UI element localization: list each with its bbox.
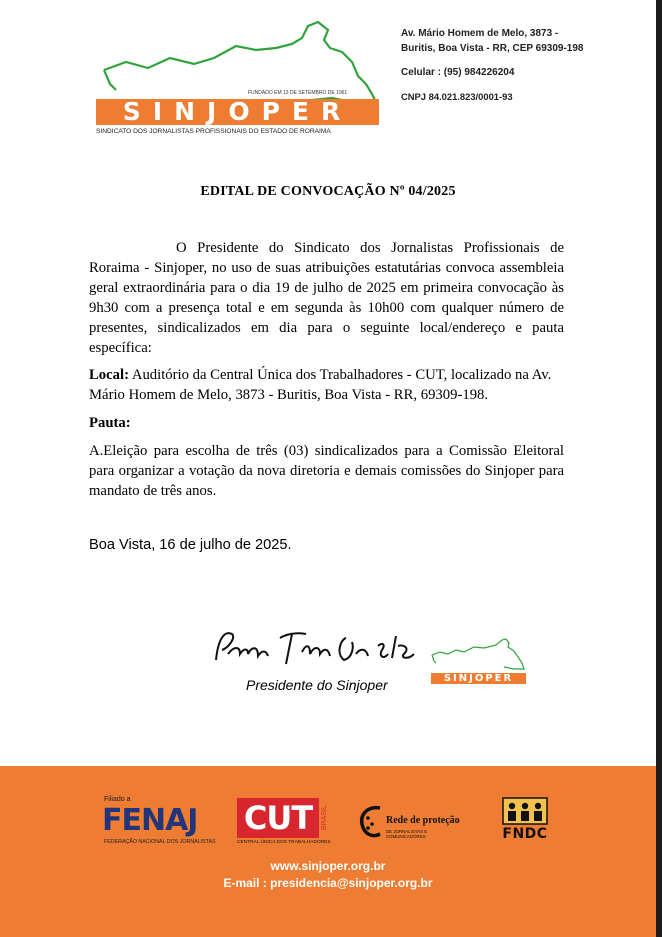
founded-date: FUNDADO EM 13 DE SETEMBRO DE 1961 [248,90,348,96]
footer-band [0,766,656,937]
local-text: Auditório da Central Única dos Trabalhadores - CUT, localizado na Av. Mário Homem de Melo, 3873 - Buritis, Boa Vista - RR, 69309-198. [89,367,552,403]
pauta-label: Pauta: [89,415,131,431]
pauta-item-marker: A. [89,443,104,459]
fenaj-logo: FENAJ [102,803,198,838]
local-label: Local: [89,367,129,383]
fndc-logo-text: FNDC [502,826,548,842]
fenaj-filiado-label: Filiado a [104,796,131,803]
rede-protecao-icon [358,800,384,842]
page-title: EDITAL DE CONVOCAÇÃO Nº 04/2025 [200,184,456,199]
brand-subtitle: SINDICATO DOS JORNALISTAS PROFISSIONAIS DO ESTADO DE RORAIMA [96,128,331,135]
cut-subtitle: CENTRAL ÚNICA DOS TRABALHADORES [237,840,331,845]
email-link[interactable]: E-mail : presidencia@sinjoper.org.br [223,876,433,890]
fenaj-subtitle: FEDERAÇÃO NACIONAL DOS JORNALISTAS [104,839,216,845]
pauta-item-text: Eleição para escolha de três (03) sindicalizados para a Comissão Eleitoral para organizar a votação da nova diretoria e demais comissões do Sinjoper para mandato de três anos. [89,443,564,499]
address-line-2: Buritis, Boa Vista - RR, CEP 69309-198 [401,43,584,54]
signature-label: Presidente do Sinjoper [246,677,388,693]
date-line: Boa Vista, 16 de julho de 2025. [89,537,292,553]
rede-protecao-subtitle: DE JORNALISTAS E COMUNICADORES [386,829,428,839]
brand-wordmark: SINJOPER [96,99,379,125]
phone: Celular : (95) 984226204 [401,67,515,78]
local-paragraph [89,365,564,405]
address-line-1: Av. Mário Homem de Melo, 3873 - [401,28,559,39]
fndc-icon [502,797,548,825]
intro-paragraph: O Presidente do Sindicato dos Jornalistas Profissionais de Roraima - Sinjoper, no uso de suas atribuições estatutárias convoca assembleia geral extraordinária para o dia 19 de julho de 2025 em primeira convocação às 9h30 com a presença total e em segunda às 10h00 com qualquer número de presentes, sindicalizados em dia para o seguinte local/endereço e pauta específica: [89,240,564,356]
website-link[interactable]: www.sinjoper.org.br [270,859,386,873]
pauta-item [89,441,564,501]
cnpj: CNPJ 84.021.823/0001-93 [401,91,513,102]
cut-logo: CUT [237,798,319,838]
page-edge [656,0,662,937]
cut-brasil-label: BRASIL [321,805,328,831]
handwritten-signature [206,610,421,678]
rede-protecao-title: Rede de proteção [386,815,460,826]
small-brand-wordmark: SINJOPER [431,673,526,684]
